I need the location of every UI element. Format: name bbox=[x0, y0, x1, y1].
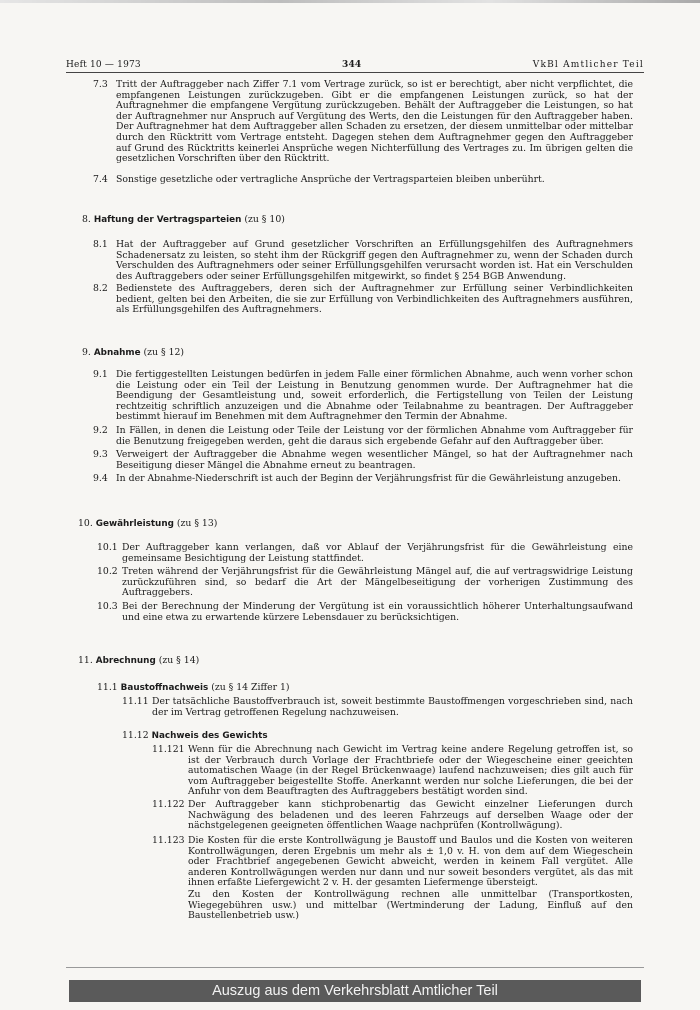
subsection-heading-11-12 bbox=[122, 730, 268, 742]
heading-number: 8. bbox=[82, 214, 91, 225]
heading-title: Nachweis des Gewichts bbox=[151, 731, 268, 741]
paragraph-7-4: Sonstige gesetzliche oder vertragliche Ansprüche der Vertragsparteien bleiben unberührt. bbox=[116, 174, 545, 185]
section-number: 8.1 bbox=[93, 239, 108, 250]
page-number: 344 bbox=[342, 60, 362, 70]
subsection-heading-11-1 bbox=[97, 682, 290, 694]
scan-edge bbox=[0, 0, 700, 3]
heading-title: Gewährleistung bbox=[95, 519, 174, 529]
section-heading-8 bbox=[82, 214, 285, 226]
section-number: 11.122 bbox=[152, 799, 185, 810]
section-number: 11.121 bbox=[152, 744, 185, 755]
heading-number: 10. bbox=[78, 518, 93, 529]
heading-number: 9. bbox=[82, 347, 91, 358]
heading-title: Baustoffnachweis bbox=[120, 683, 209, 693]
issue-label: Heft 10 — 1973 bbox=[66, 60, 141, 70]
paragraph-9-3: Verweigert der Auftraggeber die Abnahme wegen wesentlicher Mängel, so hat der Auftragnehmer nach Beseitigung dieser Mängel die Abnahme erneut zu beantragen. bbox=[116, 449, 633, 471]
paragraph-9-1: Die fertiggestellten Leistungen bedürfen in jedem Falle einer förmlichen Abnahme, auch wenn vorher schon die Leistung oder ein Teil der Leistung in Benutzung genommen wurde. Der Auftragnehmer hat die Beendigung der Gesamtleistung und, soweit erforderlich, die Fertigstellung von Teilen der Leistung rechtzeitig schriftlich anzuzeigen und die Abnahme oder Teilabnahme zu beantragen. Der Auftraggeber bestimmt hierauf im Benehmen mit dem Auftragnehmer den Termin der Abnahme. bbox=[116, 369, 633, 423]
footer-rule bbox=[66, 967, 644, 968]
section-heading-10 bbox=[78, 518, 217, 530]
paragraph-11-122: Der Auftraggeber kann stichprobenartig das Gewicht einzelner Lieferungen durch Nachwägung des beladenen und des leeren Fahrzeugs auf derselben Waage oder der nächstgelegenen geeigneten öffentlichen Waage nachprüfen (Kontrollwägung). bbox=[188, 799, 633, 832]
section-number: 8.2 bbox=[93, 283, 108, 294]
paragraph-8-2: Bedienstete des Auftraggebers, deren sich der Auftragnehmer zur Erfüllung seiner Verbindlichkeiten bedient, gelten bei den Arbeiten, die sie zur Erfüllung von Verbindlichkeiten des Auftragnehmers ausführen, als Erfüllungsgehilfen des Auftragnehmers. bbox=[116, 283, 633, 316]
paragraph-11-123-continued: Zu den Kosten der Kontrollwägung rechnen alle unmittelbar (Transportkosten, Wiegegebühren usw.) und mittelbar (Wertminderung der Ladung, Einfluß auf den Baustellenbetrieb usw.) bbox=[188, 889, 633, 922]
section-number: 10.3 bbox=[97, 601, 118, 612]
section-number: 9.1 bbox=[93, 369, 108, 380]
heading-title: Haftung der Vertragsparteien bbox=[93, 215, 242, 225]
heading-reference: (zu § 12) bbox=[143, 347, 185, 358]
paragraph-11-11: Der tatsächliche Baustoffverbrauch ist, soweit bestimmte Baustoffmengen vorgeschrieben sind, nach der im Vertrag getroffenen Regelung nachzuweisen. bbox=[152, 696, 633, 718]
footer-banner: Auszug aus dem Verkehrsblatt Amtlicher Teil bbox=[69, 980, 641, 1002]
heading-number: 11.12 bbox=[122, 730, 149, 741]
section-heading-11 bbox=[78, 655, 199, 667]
heading-title: Abrechnung bbox=[95, 656, 156, 666]
heading-reference: (zu § 10) bbox=[244, 214, 285, 225]
section-number: 9.4 bbox=[93, 473, 108, 484]
publication-label: VkBl Amtlicher Teil bbox=[532, 60, 644, 70]
heading-number: 11.1 bbox=[97, 682, 118, 693]
paragraph-10-2: Treten während der Verjährungsfrist für die Gewährleistung Mängel auf, die auf vertragswidrige Leistung zurückzuführen sind, so bedarf die Art der Mängelbeseitigung der vorherigen Zustimmung des Auftraggebers. bbox=[122, 566, 633, 599]
section-number: 9.2 bbox=[93, 425, 108, 436]
section-number: 11.123 bbox=[152, 835, 185, 846]
header-rule bbox=[66, 72, 644, 73]
paragraph-9-4: In der Abnahme-Niederschrift ist auch der Beginn der Verjährungsfrist für die Gewährleistung anzugeben. bbox=[116, 473, 621, 484]
heading-number: 11. bbox=[78, 655, 93, 666]
heading-reference: (zu § 14 Ziffer 1) bbox=[211, 682, 290, 693]
section-number: 11.11 bbox=[122, 696, 149, 707]
section-number: 9.3 bbox=[93, 449, 108, 460]
paragraph-7-3: Tritt der Auftraggeber nach Ziffer 7.1 vom Vertrage zurück, so ist er berechtigt, aber nicht verpflichtet, die empfangenen Leistungen zurückzugeben. Gibt er die empfangenen Leistungen zurück, so hat der Auftragnehmer die empfangene Vergütung zurückzugeben. Behält der Auftraggeber die Leistungen, so hat der Auftragnehmer nur Anspruch auf Vergütung des Werts, den die Leistungen für den Auftraggeber haben. Der Auftragnehmer hat dem Auftraggeber allen Schaden zu ersetzen, der diesem unmittelbar oder mittelbar durch den Rücktritt vom Vertrage entsteht. Dagegen stehen dem Auftragnehmer gegen den Auftraggeber auf Grund des Rücktritts keinerlei Ansprüche wegen Nichterfüllung des Vertrages zu. Im übrigen gelten die gesetzlichen Vorschriften über den Rücktritt. bbox=[116, 79, 633, 165]
section-number: 10.1 bbox=[97, 542, 118, 553]
paragraph-10-1: Der Auftraggeber kann verlangen, daß vor Ablauf der Verjährungsfrist für die Gewährleistung eine gemeinsame Besichtigung der Leistung stattfindet. bbox=[122, 542, 633, 564]
section-number: 10.2 bbox=[97, 566, 118, 577]
section-number: 7.3 bbox=[93, 79, 108, 90]
paragraph-11-121: Wenn für die Abrechnung nach Gewicht im Vertrag keine andere Regelung getroffen ist, so ist der Verbrauch durch Vorlage der Frachtbriefe oder der Wiegescheine einer geeichten automatischen Waage (in der Regel Brückenwaage) laufend nachzuweisen; dies gilt auch für vom Auftraggeber beigestellte Stoffe. Anerkannt werden nur solche Lieferungen, die bei der Anfuhr von dem Beauftragten des Auftraggebers bestätigt worden sind. bbox=[188, 744, 633, 798]
heading-reference: (zu § 13) bbox=[176, 518, 218, 529]
heading-title: Abnahme bbox=[93, 348, 141, 358]
paragraph-9-2: In Fällen, in denen die Leistung oder Teile der Leistung vor der förmlichen Abnahme vom Auftraggeber für die Benutzung freigegeben werden, geht die daraus sich ergebende Gefahr auf den Auftraggeber über. bbox=[116, 425, 633, 447]
section-number: 7.4 bbox=[93, 174, 108, 185]
paragraph-8-1: Hat der Auftraggeber auf Grund gesetzlicher Vorschriften an Erfüllungsgehilfen des Auftragnehmers Schadenersatz zu leisten, so steht ihm der Rückgriff gegen den Auftragnehmer zu, wenn der Schaden durch Verschulden des Auftragnehmers oder seiner Erfüllungsgehilfen verursacht worden ist. Hat ein Verschulden des Auftraggebers oder seiner Erfüllungsgehilfen mitgewirkt, so findet § 254 BGB Anwendung. bbox=[116, 239, 633, 282]
paragraph-11-123: Die Kosten für die erste Kontrollwägung je Baustoff und Baulos und die Kosten von weiteren Kontrollwägungen, deren Ergebnis um mehr als ± 1,0 v. H. von dem auf dem Wiegeschein oder Frachtbrief angegebenen Gewicht abweicht, werden in keinem Fall vergütet. Alle anderen Kontrollwägungen werden nur dann und nur soweit besonders vergütet, als das mit ihnen erfaßte Liefergewicht 2 v. H. der gesamten Liefermenge übersteigt. bbox=[188, 835, 633, 889]
paragraph-10-3: Bei der Berechnung der Minderung der Vergütung ist ein voraussichtlich höherer Unterhaltungsaufwand und eine etwa zu erwartende kürzere Lebensdauer zu berücksichtigen. bbox=[122, 601, 633, 623]
section-heading-9 bbox=[82, 347, 184, 359]
heading-reference: (zu § 14) bbox=[158, 655, 200, 666]
